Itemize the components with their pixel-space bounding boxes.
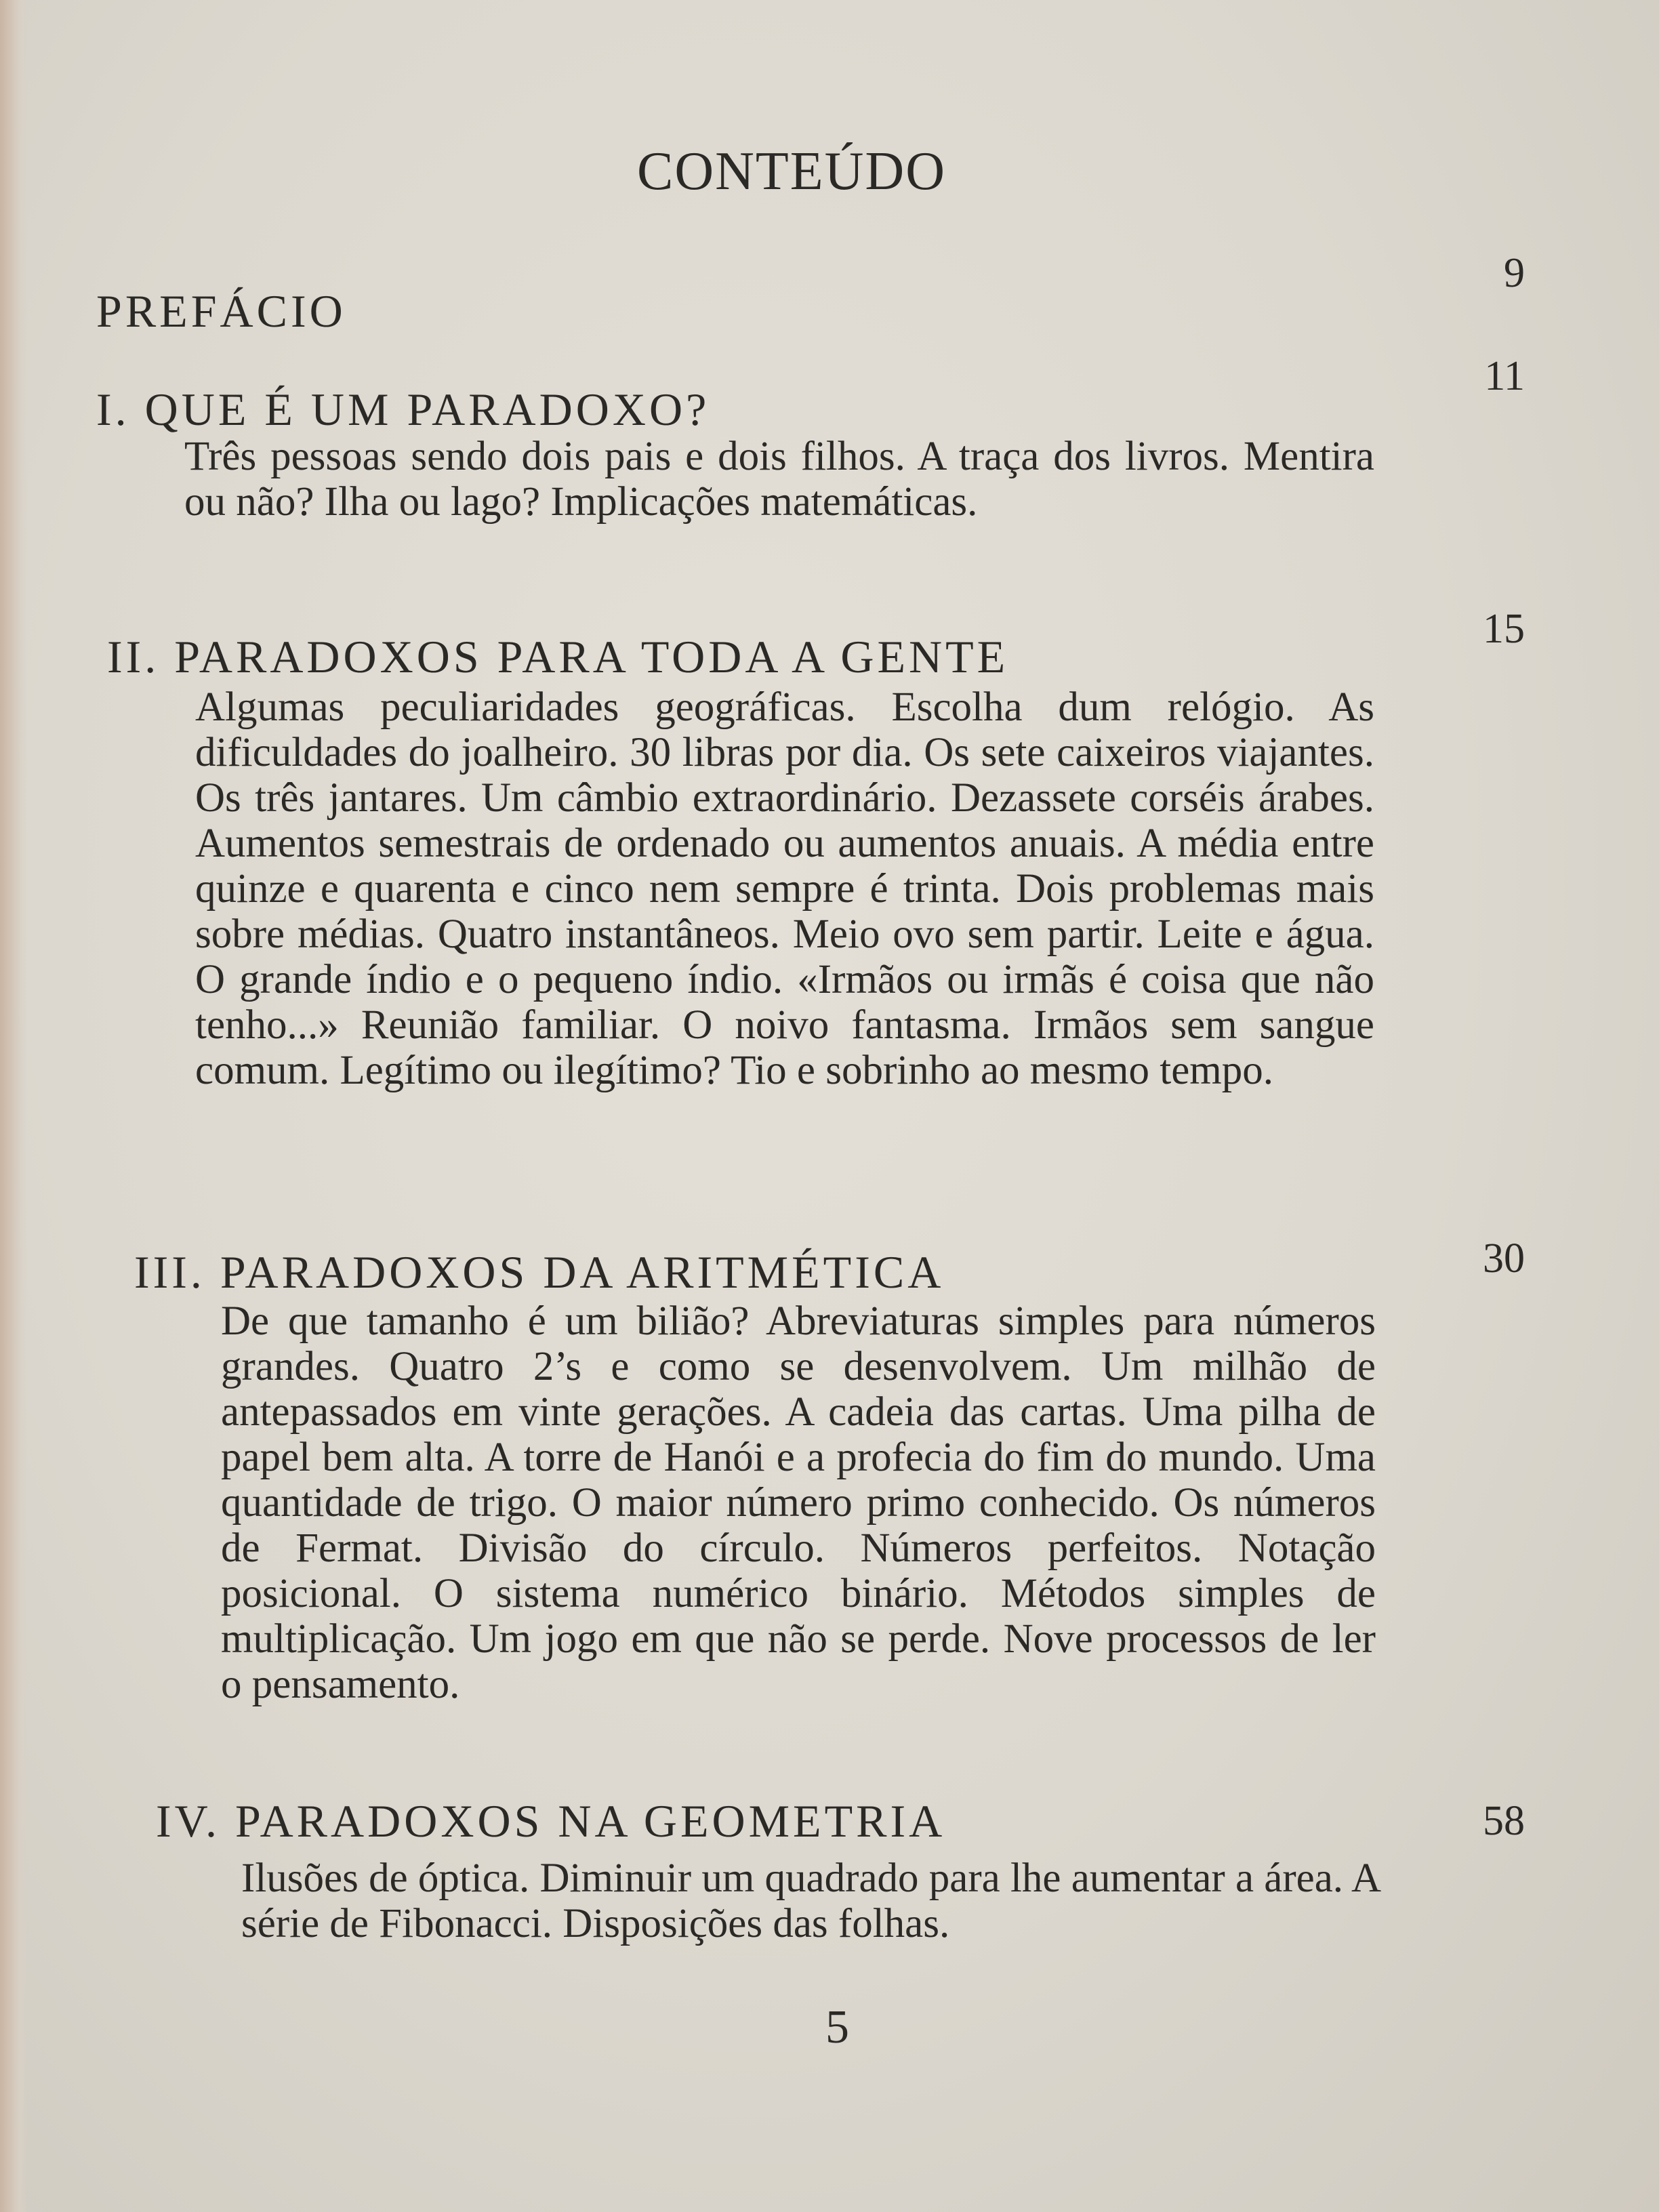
chapter-2-description: Algumas peculiaridades geográficas. Escolha dum relógio. As dificuldades do joalheiro. 30 libras por dia. Os sete caixeiros viajantes. Os três jantares. Um câmbio extraordinário. Dezassete corséis árabes. Aumentos semestrais de ordenado ou aumentos anuais. A média entre quinze e quarenta e cinco nem sempre é trinta. Dois problemas mais sobre médias. Quatro instantâneos. Meio ovo sem partir. Leite e água. O grande índio e o pequeno índio. «Irmãos ou irmãs é coisa que não tenho...» Reunião familiar. O noivo fantasma. Irmãos sem sangue comum. Legítimo ou ilegítimo? Tio e sobrinho ao mesmo tempo. — [195, 684, 1374, 1093]
chapter-1-heading: I. QUE É UM PARADOXO? — [96, 384, 710, 435]
chapter-2-page-number: 15 — [1483, 606, 1525, 652]
page-edge-shadow — [0, 0, 27, 2212]
chapter-4-page-number: 58 — [1483, 1798, 1525, 1844]
chapter-3-description: De que tamanho é um bilião? Abreviaturas simples para números grandes. Quatro 2’s e como se desenvolvem. Um milhão de antepassados em vinte gerações. A cadeia das cartas. Uma pilha de papel bem alta. A torre de Hanói e a profecia do fim do mundo. Uma quantidade de trigo. O maior número primo conhecido. Os números de Fermat. Divisão do círculo. Números perfeitos. Notação posicional. O sistema numérico binário. Métodos simples de multiplicação. Um jogo em que não se perde. Nove processos de ler o pensamento. — [221, 1298, 1376, 1707]
page-number: 5 — [825, 2001, 849, 2053]
chapter-4-description: Ilusões de óptica. Diminuir um quadrado para lhe aumentar a área. A série de Fibonacci. Disposições das folhas. — [241, 1856, 1381, 1946]
chapter-4-heading: IV. PARADOXOS NA GEOMETRIA — [156, 1795, 946, 1847]
chapter-3-page-number: 30 — [1483, 1235, 1525, 1282]
page-title: CONTEÚDO — [637, 142, 946, 201]
chapter-1-description: Três pessoas sendo dois pais e dois filhos. A traça dos livros. Mentira ou não? Ilha ou lago? Implicações matemáticas. — [184, 434, 1374, 525]
preface-page-number: 9 — [1504, 250, 1525, 296]
preface-heading: PREFÁCIO — [96, 285, 346, 337]
chapter-1-page-number: 11 — [1484, 353, 1525, 399]
chapter-2-heading: II. PARADOXOS PARA TODA A GENTE — [107, 631, 1009, 682]
chapter-3-heading: III. PARADOXOS DA ARITMÉTICA — [134, 1246, 945, 1298]
